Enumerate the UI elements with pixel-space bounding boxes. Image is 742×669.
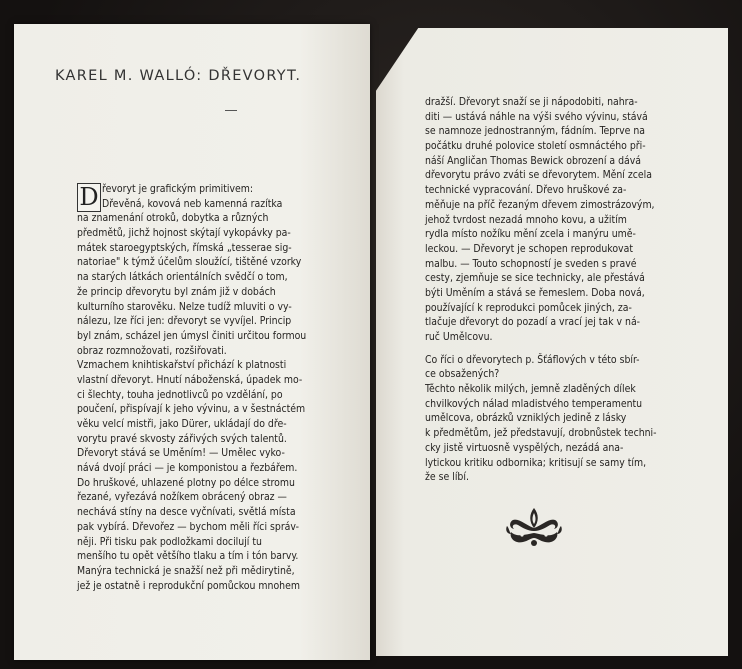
- text-line: býti Uměním a stává se řemeslem. Doba nová,: [425, 286, 645, 299]
- text-line: Dřevoryt stává se Uměním! — Umělec vyko-: [77, 447, 285, 460]
- text-line: ce obsažených?: [425, 368, 500, 381]
- text-line: kulturního starověku. Nelze tudíž mluviti o vy-: [77, 300, 292, 313]
- text-line: umělcova, obrázků vzniklých jedině z lásky: [425, 412, 627, 425]
- text-line: tlačuje dřevoryt do pozadí a vrací jej tak v ná-: [425, 316, 641, 329]
- text-line: leckou. — Dřevoryt je schopen reprodukovat: [425, 242, 633, 255]
- text-line: Dřevěná, kovová neb kamenná razítka: [102, 197, 283, 210]
- text-line: ruč Umělcovu.: [425, 331, 493, 343]
- text-line: že princip dřevorytu byl znám již v dobách: [77, 285, 276, 298]
- text-line: jehož tvrdost nezadá mnoho kovu, a užitím: [425, 213, 627, 226]
- drop-cap: D: [77, 183, 101, 212]
- text-line: lytickou kritiku odbornika; kritisují se samy tím,: [425, 456, 647, 469]
- text-line: používající k reprodukci pomůcek jiných, za-: [425, 301, 632, 314]
- text-line: vorytu pravé skvosty zářivých svých talentů.: [77, 432, 287, 445]
- text-line: věku velcí mistři, jako Dürer, ukládají do dře-: [77, 418, 287, 430]
- text-line: Co říci o dřevorytech p. Šťáflových v této sbír-: [425, 353, 640, 366]
- title-divider: [225, 110, 237, 111]
- text-line: předmětů, jichž hojnost skýtají vykopávky pa-: [77, 227, 291, 240]
- text-line: cesty, zjemňuje se sice technicky, ale přestává: [425, 272, 645, 285]
- text-line: nechává stíny na desce vyčnívati, světlá místa: [77, 506, 296, 519]
- text-line: technické vypracování. Dřevo hruškové za-: [425, 184, 627, 197]
- text-line: nálezu, lze říci jen: dřevoryt se vyvíjel. Princip: [77, 315, 292, 328]
- text-line: nává dvojí práci — je komponistou a řezbářem.: [77, 462, 298, 475]
- text-line: řevoryt je grafickým primitivem:: [102, 183, 253, 195]
- text-line: Vzmachem knihtiskařství přichází k platnosti: [77, 359, 287, 372]
- text-line: že se líbí.: [425, 471, 469, 484]
- text-line: se namnoze jednostranným, fádním. Teprve na: [425, 125, 645, 138]
- text-line: na znamenání otroků, dobytka a různých: [77, 212, 269, 225]
- text-line: pak vybírá. Dřevořez — bychom měli říci správ-: [77, 520, 300, 533]
- text-line: Manýra technická je snažší než při mědirytině,: [77, 564, 295, 577]
- article-title: KAREL M. WALLÓ: DŘEVORYT.: [55, 68, 302, 84]
- text-line: cky jistě virtuosně vyspělých, nezádá ana-: [425, 441, 624, 454]
- text-line: měňuje na příč řezaným dřevem zimostrázovým,: [425, 198, 655, 211]
- text-line: mátek staroegyptských, římská „tesserae sig-: [77, 241, 292, 254]
- text-line: jež je ostatně i reprodukční pomůckou mnohem: [77, 579, 300, 592]
- text-line: na starých látkách orientálních svědčí o tom,: [77, 271, 288, 284]
- text-line: řezané, vyřezává nožíkem obrácený obraz —: [77, 491, 287, 504]
- text-line: počátku druhé polovice století osmnáctého při-: [425, 140, 646, 153]
- text-line: byl znám, scházel jen úmysl činiti určitou formou: [77, 329, 307, 342]
- text-line: rydla místo nožíku mění zcela i manýru umě-: [425, 228, 636, 241]
- text-line: obraz rozmnožovati, rozšiřovati.: [77, 344, 227, 357]
- text-line: něji. Při tisku pak podložkami docilují tu: [77, 535, 262, 548]
- text-line: poučení, přispívají k jeho vývinu, a v šestnáctém: [77, 403, 306, 416]
- paragraph-gap: [425, 345, 657, 353]
- text-line: k předmětům, jež představují, drobnůstek techni-: [425, 427, 657, 440]
- text-line: chvilkových nálad mladistvého temperamentu: [425, 397, 643, 410]
- text-line: menšího tu opět většího tlaku a tím i tón barvy.: [77, 550, 299, 563]
- text-line: náší Angličan Thomas Bewick obrození a dává: [425, 154, 642, 167]
- text-line: Těchto několik milých, jemně zladěných dílek: [425, 383, 636, 396]
- left-column-text: [77, 182, 306, 593]
- text-line: ci šlechty, touha jednotlivců po vzdělání, po: [77, 388, 283, 401]
- text-line: dřevorytu právo zváti se dřevorytem. Mění zcela: [425, 169, 653, 182]
- text-line: natoriae" k týmž účelům sloužící, tištěné vzorky: [77, 256, 302, 269]
- right-column-text: [425, 95, 657, 485]
- floral-vignette-icon: [505, 504, 563, 548]
- text-line: dražší. Dřevoryt snaží se ji nápodobiti, nahra-: [425, 96, 638, 108]
- text-line: vlastní dřevoryt. Hnutí náboženská, úpadek mo-: [77, 373, 303, 386]
- text-line: malbu. — Touto schopností je sveden s pravé: [425, 257, 637, 270]
- text-line: Do hruškové, uhlazené plotny po délce stromu: [77, 476, 295, 489]
- text-line: diti — ustává náhle na výši svého vývinu, stává: [425, 110, 648, 123]
